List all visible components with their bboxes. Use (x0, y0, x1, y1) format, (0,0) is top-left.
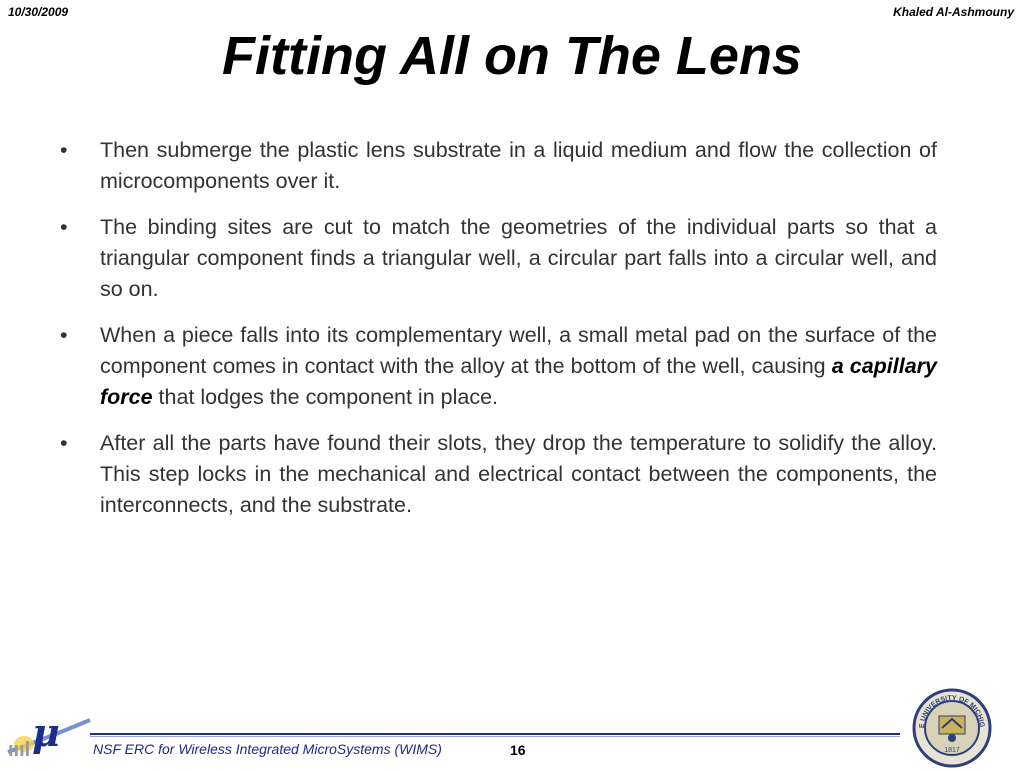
bullet-text: After all the parts have found their slots, they drop the temperature to solidify the alloy. This step locks in the mechanical and electrical contact between the components, the interconnects, and the substrate. (100, 431, 937, 517)
bullet-emphasis: a capillary force (100, 354, 938, 409)
slide-title: Fitting All on The Lens (222, 26, 802, 86)
footer-divider (90, 733, 900, 735)
bullet-item (60, 212, 937, 305)
header-author: Khaled Al-Ashmouny (893, 5, 1014, 19)
bullet-marker: • (60, 215, 68, 239)
seal-text: E UNIVERSITY OF MICHIG (918, 694, 986, 729)
bullet-item (60, 320, 937, 413)
bullet-text-before: When a piece falls into its complementary well, a small metal pad on the surface of the component comes in contact with the alloy at the bottom of the well, causing (100, 323, 937, 378)
bullet-item (60, 428, 937, 521)
header-date: 10/30/2009 (8, 5, 69, 19)
footer-organization: NSF ERC for Wireless Integrated MicroSystems (WIMS) (93, 741, 442, 757)
bullet-item (60, 135, 937, 197)
bullet-marker: • (60, 138, 68, 162)
footer-divider-light (90, 736, 900, 737)
seal-year: 1817 (944, 747, 960, 754)
page-number: 16 (510, 742, 526, 758)
university-seal-icon (912, 688, 992, 768)
bullet-text: Then submerge the plastic lens substrate in a liquid medium and flow the collection of microcomponents over it. (100, 138, 937, 193)
bullet-marker: • (60, 323, 68, 347)
bullet-text-after: that lodges the component in place. (152, 385, 499, 409)
svg-text:μ: μ (32, 710, 60, 755)
bullet-list (60, 135, 937, 536)
bullet-marker: • (60, 431, 68, 455)
wims-mu-logo-icon (2, 700, 92, 766)
svg-text:ıııl: ıııl (8, 739, 31, 761)
bullet-text: The binding sites are cut to match the geometries of the individual parts so that a triangular component finds a triangular well, a circular part falls into a circular well, and so on. (100, 215, 937, 301)
